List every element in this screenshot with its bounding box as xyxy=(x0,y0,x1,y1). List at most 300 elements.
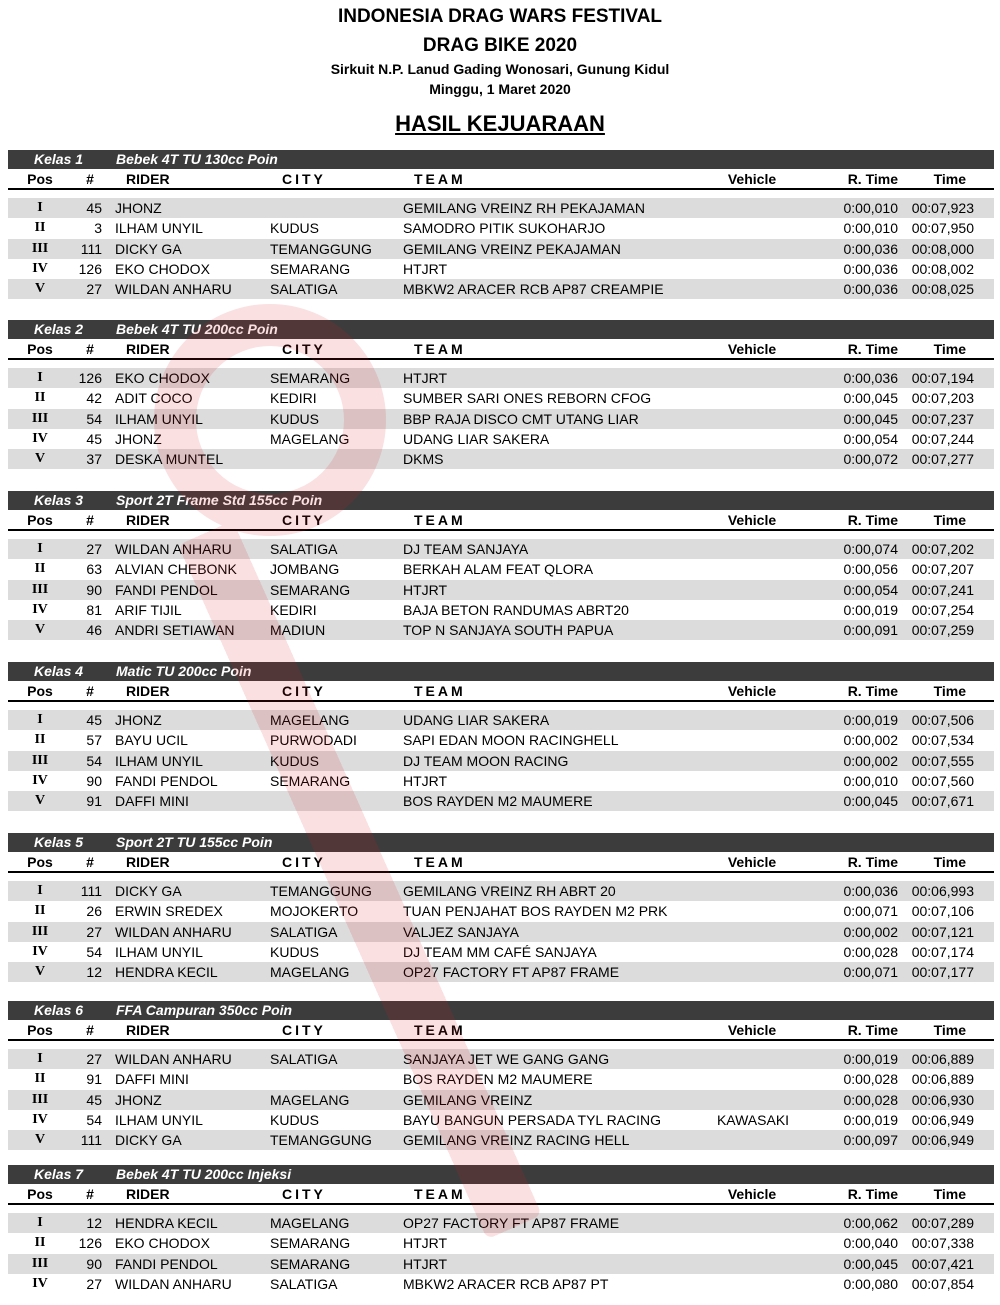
results-rows xyxy=(8,873,994,982)
time-cell: 00:07,254 xyxy=(911,601,974,618)
time-cell: 00:07,203 xyxy=(911,390,974,407)
table-row xyxy=(8,368,994,388)
team-cell: GEMILANG VREINZ RACING HELL xyxy=(403,1132,630,1149)
rider-cell: DICKY GA xyxy=(115,883,182,899)
pos-cell: III xyxy=(31,410,49,426)
results-rows xyxy=(8,1205,994,1294)
results-rows xyxy=(8,190,994,299)
rider-cell: FANDI PENDOL xyxy=(115,772,218,789)
team-cell: DKMS xyxy=(403,451,444,468)
table-row xyxy=(8,1130,994,1150)
number-cell: 54 xyxy=(86,943,102,960)
city-cell: SALATIGA xyxy=(270,1051,338,1067)
table-row xyxy=(8,710,994,730)
time-cell: 00:07,194 xyxy=(911,370,974,386)
city-cell: MOJOKERTO xyxy=(270,903,359,920)
time-cell: 00:08,002 xyxy=(911,260,974,277)
time-cell: 00:06,889 xyxy=(911,1051,974,1067)
number-cell: 45 xyxy=(86,1091,102,1108)
class-name: Matic TU 200cc Poin xyxy=(116,663,252,679)
time-cell: 00:08,000 xyxy=(911,240,974,257)
column-header-rider: RIDER xyxy=(126,512,170,528)
column-header-team: TEAM xyxy=(414,1022,466,1038)
city-cell: KUDUS xyxy=(270,752,320,769)
pos-cell: II xyxy=(34,1235,46,1251)
number-cell: 46 xyxy=(86,622,102,639)
rider-cell: HENDRA KECIL xyxy=(115,1215,218,1231)
pos-cell: I xyxy=(37,1051,43,1066)
pos-cell: V xyxy=(34,964,46,980)
rider-cell: JHONZ xyxy=(115,200,162,216)
pos-cell: I xyxy=(37,370,43,385)
results-rows xyxy=(8,1041,994,1150)
column-header-vehicle: Vehicle xyxy=(727,683,777,699)
time-cell: 00:06,993 xyxy=(911,883,974,899)
reaction-time-cell: 0:00,002 xyxy=(843,923,898,940)
column-header-rtime: R. Time xyxy=(847,512,898,528)
number-cell: 45 xyxy=(86,200,102,216)
class-name: Bebek 4T TU 200cc Poin xyxy=(116,321,278,337)
number-cell: 91 xyxy=(86,793,102,810)
table-row xyxy=(8,1213,994,1233)
time-cell: 00:07,177 xyxy=(911,964,974,981)
column-header-vehicle: Vehicle xyxy=(727,341,777,357)
time-cell: 00:07,338 xyxy=(911,1235,974,1252)
reaction-time-cell: 0:00,036 xyxy=(843,883,898,899)
reaction-time-cell: 0:00,054 xyxy=(843,430,898,447)
table-row xyxy=(8,600,994,620)
table-row xyxy=(8,559,994,579)
column-header-num: # xyxy=(86,341,94,357)
number-cell: 91 xyxy=(86,1071,102,1088)
time-cell: 00:07,950 xyxy=(911,220,974,237)
table-row xyxy=(8,1069,994,1089)
column-header-vehicle: Vehicle xyxy=(727,854,777,870)
reaction-time-cell: 0:00,028 xyxy=(843,1091,898,1108)
column-header-row xyxy=(8,1184,994,1205)
results-heading: HASIL KEJUARAAN xyxy=(395,111,605,136)
rider-cell: DAFFI MINI xyxy=(115,793,189,810)
reaction-time-cell: 0:00,019 xyxy=(843,1111,898,1128)
pos-cell: II xyxy=(34,390,46,406)
column-header-team: TEAM xyxy=(414,1186,466,1202)
team-cell: SUMBER SARI ONES REBORN CFOG xyxy=(403,390,652,407)
city-cell: KUDUS xyxy=(270,410,320,427)
column-header-rtime: R. Time xyxy=(847,854,898,870)
pos-cell: IV xyxy=(32,1111,48,1127)
venue-line: Sirkuit N.P. Lanud Gading Wonosari, Gunung Kidul xyxy=(330,61,670,77)
table-row xyxy=(8,580,994,600)
rider-cell: DAFFI MINI xyxy=(115,1071,189,1088)
column-header-time: Time xyxy=(933,683,966,699)
column-header-num: # xyxy=(86,512,94,528)
pos-cell: IV xyxy=(32,601,48,617)
number-cell: 45 xyxy=(86,430,102,447)
team-cell: GEMILANG VREINZ RH PEKAJAMAN xyxy=(403,200,645,216)
rider-cell: ILHAM UNYIL xyxy=(115,410,203,427)
team-cell: HTJRT xyxy=(403,1235,448,1252)
number-cell: 27 xyxy=(86,1275,102,1292)
column-header-vehicle: Vehicle xyxy=(727,1022,777,1038)
column-header-vehicle: Vehicle xyxy=(727,1186,777,1202)
time-cell: 00:07,421 xyxy=(911,1255,974,1272)
team-cell: OP27 FACTORY FT AP87 FRAME xyxy=(403,964,620,981)
table-row xyxy=(8,751,994,771)
column-header-rtime: R. Time xyxy=(847,1022,898,1038)
table-row xyxy=(8,771,994,791)
table-row xyxy=(8,1254,994,1274)
table-row xyxy=(8,239,994,259)
column-header-team: TEAM xyxy=(414,683,466,699)
column-header-team: TEAM xyxy=(414,512,466,528)
results-rows xyxy=(8,360,994,469)
column-header-row xyxy=(8,852,994,873)
column-header-num: # xyxy=(86,1186,94,1202)
column-header-rider: RIDER xyxy=(126,1022,170,1038)
column-header-pos: Pos xyxy=(27,512,53,528)
class-section xyxy=(8,662,994,811)
number-cell: 126 xyxy=(78,1235,102,1252)
column-header-rtime: R. Time xyxy=(847,683,898,699)
city-cell: KUDUS xyxy=(270,1111,320,1128)
reaction-time-cell: 0:00,072 xyxy=(843,451,898,468)
reaction-time-cell: 0:00,045 xyxy=(843,410,898,427)
time-cell: 00:07,174 xyxy=(911,943,974,960)
rider-cell: ALVIAN CHEBONK xyxy=(115,561,237,578)
reaction-time-cell: 0:00,036 xyxy=(843,370,898,386)
reaction-time-cell: 0:00,010 xyxy=(843,200,898,216)
rider-cell: JHONZ xyxy=(115,712,162,728)
number-cell: 12 xyxy=(86,964,102,981)
date-line: Minggu, 1 Maret 2020 xyxy=(429,81,571,97)
number-cell: 126 xyxy=(78,370,102,386)
column-header-rider: RIDER xyxy=(126,171,170,187)
class-section xyxy=(8,150,994,299)
pos-cell: IV xyxy=(32,430,48,446)
results-rows xyxy=(8,531,994,640)
rider-cell: FANDI PENDOL xyxy=(115,1255,218,1272)
number-cell: 90 xyxy=(86,581,102,598)
reaction-time-cell: 0:00,002 xyxy=(843,732,898,749)
number-cell: 111 xyxy=(80,1132,102,1149)
class-title-band xyxy=(8,320,994,339)
reaction-time-cell: 0:00,071 xyxy=(843,903,898,920)
rider-cell: HENDRA KECIL xyxy=(115,964,218,981)
team-cell: MBKW2 ARACER RCB AP87 PT xyxy=(403,1275,609,1292)
time-cell: 00:07,241 xyxy=(911,581,974,598)
team-cell: VALJEZ SANJAYA xyxy=(403,923,519,940)
city-cell: SEMARANG xyxy=(270,370,351,386)
reaction-time-cell: 0:00,045 xyxy=(843,793,898,810)
column-header-rider: RIDER xyxy=(126,341,170,357)
team-cell: HTJRT xyxy=(403,581,448,598)
city-cell: KUDUS xyxy=(270,220,320,237)
table-row xyxy=(8,1110,994,1130)
city-cell: PURWODADI xyxy=(270,732,357,749)
team-cell: DJ TEAM MM CAFÉ SANJAYA xyxy=(403,943,597,960)
pos-cell: III xyxy=(31,1255,49,1271)
pos-cell: I xyxy=(37,883,43,898)
number-cell: 81 xyxy=(86,601,102,618)
series-title: DRAG BIKE 2020 xyxy=(422,35,578,56)
rider-cell: DESKA MUNTEL xyxy=(115,451,224,468)
city-cell: SEMARANG xyxy=(270,260,351,277)
column-header-city: CITY xyxy=(282,341,326,357)
time-cell: 00:07,202 xyxy=(911,541,974,557)
reaction-time-cell: 0:00,074 xyxy=(843,541,898,557)
time-cell: 00:07,506 xyxy=(911,712,974,728)
time-cell: 00:07,923 xyxy=(911,200,974,216)
time-cell: 00:07,244 xyxy=(911,430,974,447)
column-header-rtime: R. Time xyxy=(847,341,898,357)
column-header-num: # xyxy=(86,1022,94,1038)
number-cell: 45 xyxy=(86,712,102,728)
pos-cell: III xyxy=(31,1091,49,1107)
pos-cell: IV xyxy=(32,1275,48,1291)
class-section xyxy=(8,320,994,469)
class-label: Kelas 3 xyxy=(34,492,84,508)
city-cell: MAGELANG xyxy=(270,712,350,728)
column-header-team: TEAM xyxy=(414,854,466,870)
column-header-pos: Pos xyxy=(27,854,53,870)
pos-cell: II xyxy=(34,561,46,577)
column-header-time: Time xyxy=(933,171,966,187)
time-cell: 00:07,259 xyxy=(911,622,974,639)
team-cell: BAJA BETON RANDUMAS ABRT20 xyxy=(403,601,629,618)
pos-cell: II xyxy=(34,1071,46,1087)
class-label: Kelas 6 xyxy=(34,1002,84,1018)
column-header-row xyxy=(8,681,994,702)
time-cell: 00:07,277 xyxy=(911,451,974,468)
reaction-time-cell: 0:00,054 xyxy=(843,581,898,598)
table-row xyxy=(8,922,994,942)
city-cell: SEMARANG xyxy=(270,1235,351,1252)
number-cell: 37 xyxy=(86,451,102,468)
time-cell: 00:07,671 xyxy=(911,793,974,810)
city-cell: SALATIGA xyxy=(270,541,338,557)
column-header-city: CITY xyxy=(282,683,326,699)
time-cell: 00:07,207 xyxy=(911,561,974,578)
table-row xyxy=(8,962,994,982)
table-row xyxy=(8,539,994,559)
number-cell: 12 xyxy=(86,1215,102,1231)
table-row xyxy=(8,259,994,279)
reaction-time-cell: 0:00,019 xyxy=(843,1051,898,1067)
team-cell: TUAN PENJAHAT BOS RAYDEN M2 PRK xyxy=(403,903,668,920)
pos-cell: I xyxy=(37,541,43,556)
number-cell: 27 xyxy=(86,541,102,557)
table-row xyxy=(8,730,994,750)
reaction-time-cell: 0:00,097 xyxy=(843,1132,898,1149)
pos-cell: III xyxy=(31,581,49,597)
time-cell: 00:07,106 xyxy=(911,903,974,920)
class-name: Bebek 4T TU 130cc Poin xyxy=(116,151,278,167)
column-header-team: TEAM xyxy=(414,171,466,187)
rider-cell: DICKY GA xyxy=(115,240,182,257)
number-cell: 90 xyxy=(86,1255,102,1272)
number-cell: 111 xyxy=(80,883,102,899)
event-title: INDONESIA DRAG WARS FESTIVAL xyxy=(337,6,663,27)
column-header-pos: Pos xyxy=(27,1022,53,1038)
column-header-vehicle: Vehicle xyxy=(727,171,777,187)
class-section xyxy=(8,1165,994,1294)
table-row xyxy=(8,279,994,299)
pos-cell: V xyxy=(34,622,46,638)
pos-cell: I xyxy=(37,200,43,215)
column-header-rider: RIDER xyxy=(126,1186,170,1202)
time-cell: 00:07,854 xyxy=(911,1275,974,1292)
pos-cell: I xyxy=(37,1215,43,1230)
city-cell: TEMANGGUNG xyxy=(270,883,372,899)
pos-cell: IV xyxy=(32,772,48,788)
column-header-team: TEAM xyxy=(414,341,466,357)
team-cell: SAPI EDAN MOON RACINGHELL xyxy=(403,732,619,749)
team-cell: HTJRT xyxy=(403,260,448,277)
reaction-time-cell: 0:00,010 xyxy=(843,772,898,789)
class-title-band xyxy=(8,1001,994,1020)
column-header-time: Time xyxy=(933,341,966,357)
column-header-city: CITY xyxy=(282,1186,326,1202)
city-cell: SALATIGA xyxy=(270,281,338,298)
column-header-pos: Pos xyxy=(27,683,53,699)
reaction-time-cell: 0:00,002 xyxy=(843,752,898,769)
rider-cell: WILDAN ANHARU xyxy=(115,923,232,940)
team-cell: GEMILANG VREINZ xyxy=(403,1091,533,1108)
class-title-band xyxy=(8,1165,994,1184)
team-cell: BBP RAJA DISCO CMT UTANG LIAR xyxy=(403,410,639,427)
city-cell: SEMARANG xyxy=(270,1255,351,1272)
city-cell: TEMANGGUNG xyxy=(270,1132,372,1149)
column-header-time: Time xyxy=(933,1022,966,1038)
number-cell: 42 xyxy=(86,390,102,407)
class-label: Kelas 5 xyxy=(34,834,84,850)
column-header-row xyxy=(8,339,994,360)
team-cell: HTJRT xyxy=(403,370,448,386)
team-cell: DJ TEAM SANJAYA xyxy=(403,541,529,557)
time-cell: 00:06,949 xyxy=(911,1111,974,1128)
reaction-time-cell: 0:00,028 xyxy=(843,1071,898,1088)
reaction-time-cell: 0:00,040 xyxy=(843,1235,898,1252)
reaction-time-cell: 0:00,045 xyxy=(843,1255,898,1272)
table-row xyxy=(8,388,994,408)
time-cell: 00:07,560 xyxy=(911,772,974,789)
number-cell: 111 xyxy=(80,240,102,257)
table-row xyxy=(8,429,994,449)
rider-cell: ANDRI SETIAWAN xyxy=(115,622,235,639)
rider-cell: EKO CHODOX xyxy=(115,370,210,386)
city-cell: KEDIRI xyxy=(270,390,317,407)
column-header-time: Time xyxy=(933,854,966,870)
class-name: Sport 2T TU 155cc Poin xyxy=(116,834,273,850)
reaction-time-cell: 0:00,091 xyxy=(843,622,898,639)
time-cell: 00:07,555 xyxy=(911,752,974,769)
table-row xyxy=(8,881,994,901)
column-header-city: CITY xyxy=(282,1022,326,1038)
class-title-band xyxy=(8,491,994,510)
number-cell: 54 xyxy=(86,752,102,769)
table-row xyxy=(8,901,994,921)
rider-cell: ILHAM UNYIL xyxy=(115,220,203,237)
team-cell: GEMILANG VREINZ PEKAJAMAN xyxy=(403,240,621,257)
team-cell: BOS RAYDEN M2 MAUMERE xyxy=(403,1071,593,1088)
time-cell: 00:07,237 xyxy=(911,410,974,427)
team-cell: BAYU BANGUN PERSADA TYL RACING xyxy=(403,1111,662,1128)
class-title-band xyxy=(8,150,994,169)
rider-cell: JHONZ xyxy=(115,430,162,447)
number-cell: 3 xyxy=(94,220,102,237)
team-cell: UDANG LIAR SAKERA xyxy=(403,712,550,728)
team-cell: BOS RAYDEN M2 MAUMERE xyxy=(403,793,593,810)
rider-cell: JHONZ xyxy=(115,1091,162,1108)
rider-cell: ILHAM UNYIL xyxy=(115,752,203,769)
class-label: Kelas 1 xyxy=(34,151,84,167)
column-header-time: Time xyxy=(933,1186,966,1202)
city-cell: MAGELANG xyxy=(270,964,350,981)
rider-cell: EKO CHODOX xyxy=(115,260,210,277)
team-cell: DJ TEAM MOON RACING xyxy=(403,752,569,769)
reaction-time-cell: 0:00,028 xyxy=(843,943,898,960)
time-cell: 00:08,025 xyxy=(911,281,974,298)
pos-cell: II xyxy=(34,903,46,919)
rider-cell: FANDI PENDOL xyxy=(115,581,218,598)
vehicle-cell: KAWASAKI xyxy=(716,1111,790,1128)
rider-cell: DICKY GA xyxy=(115,1132,182,1149)
reaction-time-cell: 0:00,010 xyxy=(843,220,898,237)
column-header-row xyxy=(8,169,994,190)
table-row xyxy=(8,1233,994,1253)
reaction-time-cell: 0:00,056 xyxy=(843,561,898,578)
city-cell: MADIUN xyxy=(270,622,326,639)
city-cell: KEDIRI xyxy=(270,601,317,618)
reaction-time-cell: 0:00,045 xyxy=(843,390,898,407)
rider-cell: BAYU UCIL xyxy=(115,732,188,749)
city-cell: MAGELANG xyxy=(270,430,350,447)
column-header-row xyxy=(8,1020,994,1041)
class-title-band xyxy=(8,833,994,852)
column-header-num: # xyxy=(86,171,94,187)
table-row xyxy=(8,1090,994,1110)
column-header-city: CITY xyxy=(282,512,326,528)
rider-cell: ARIF TIJIL xyxy=(115,601,182,618)
class-label: Kelas 7 xyxy=(34,1166,84,1182)
reaction-time-cell: 0:00,019 xyxy=(843,712,898,728)
time-cell: 00:07,289 xyxy=(911,1215,974,1231)
city-cell: MAGELANG xyxy=(270,1215,350,1231)
pos-cell: III xyxy=(31,752,49,768)
team-cell: BERKAH ALAM FEAT QLORA xyxy=(403,561,594,578)
table-row xyxy=(8,409,994,429)
time-cell: 00:07,121 xyxy=(911,923,974,940)
class-name: Sport 2T Frame Std 155cc Poin xyxy=(116,492,323,508)
team-cell: MBKW2 ARACER RCB AP87 CREAMPIE xyxy=(403,281,664,298)
table-row xyxy=(8,1049,994,1069)
class-title-band xyxy=(8,662,994,681)
column-header-pos: Pos xyxy=(27,171,53,187)
column-header-rtime: R. Time xyxy=(847,171,898,187)
team-cell: HTJRT xyxy=(403,772,448,789)
table-row xyxy=(8,198,994,218)
table-row xyxy=(8,1274,994,1294)
number-cell: 54 xyxy=(86,410,102,427)
rider-cell: ILHAM UNYIL xyxy=(115,1111,203,1128)
table-row xyxy=(8,942,994,962)
pos-cell: V xyxy=(34,451,46,467)
column-header-rider: RIDER xyxy=(126,683,170,699)
city-cell: SEMARANG xyxy=(270,772,351,789)
rider-cell: EKO CHODOX xyxy=(115,1235,210,1252)
rider-cell: ADIT COCO xyxy=(115,390,193,407)
city-cell: KUDUS xyxy=(270,943,320,960)
